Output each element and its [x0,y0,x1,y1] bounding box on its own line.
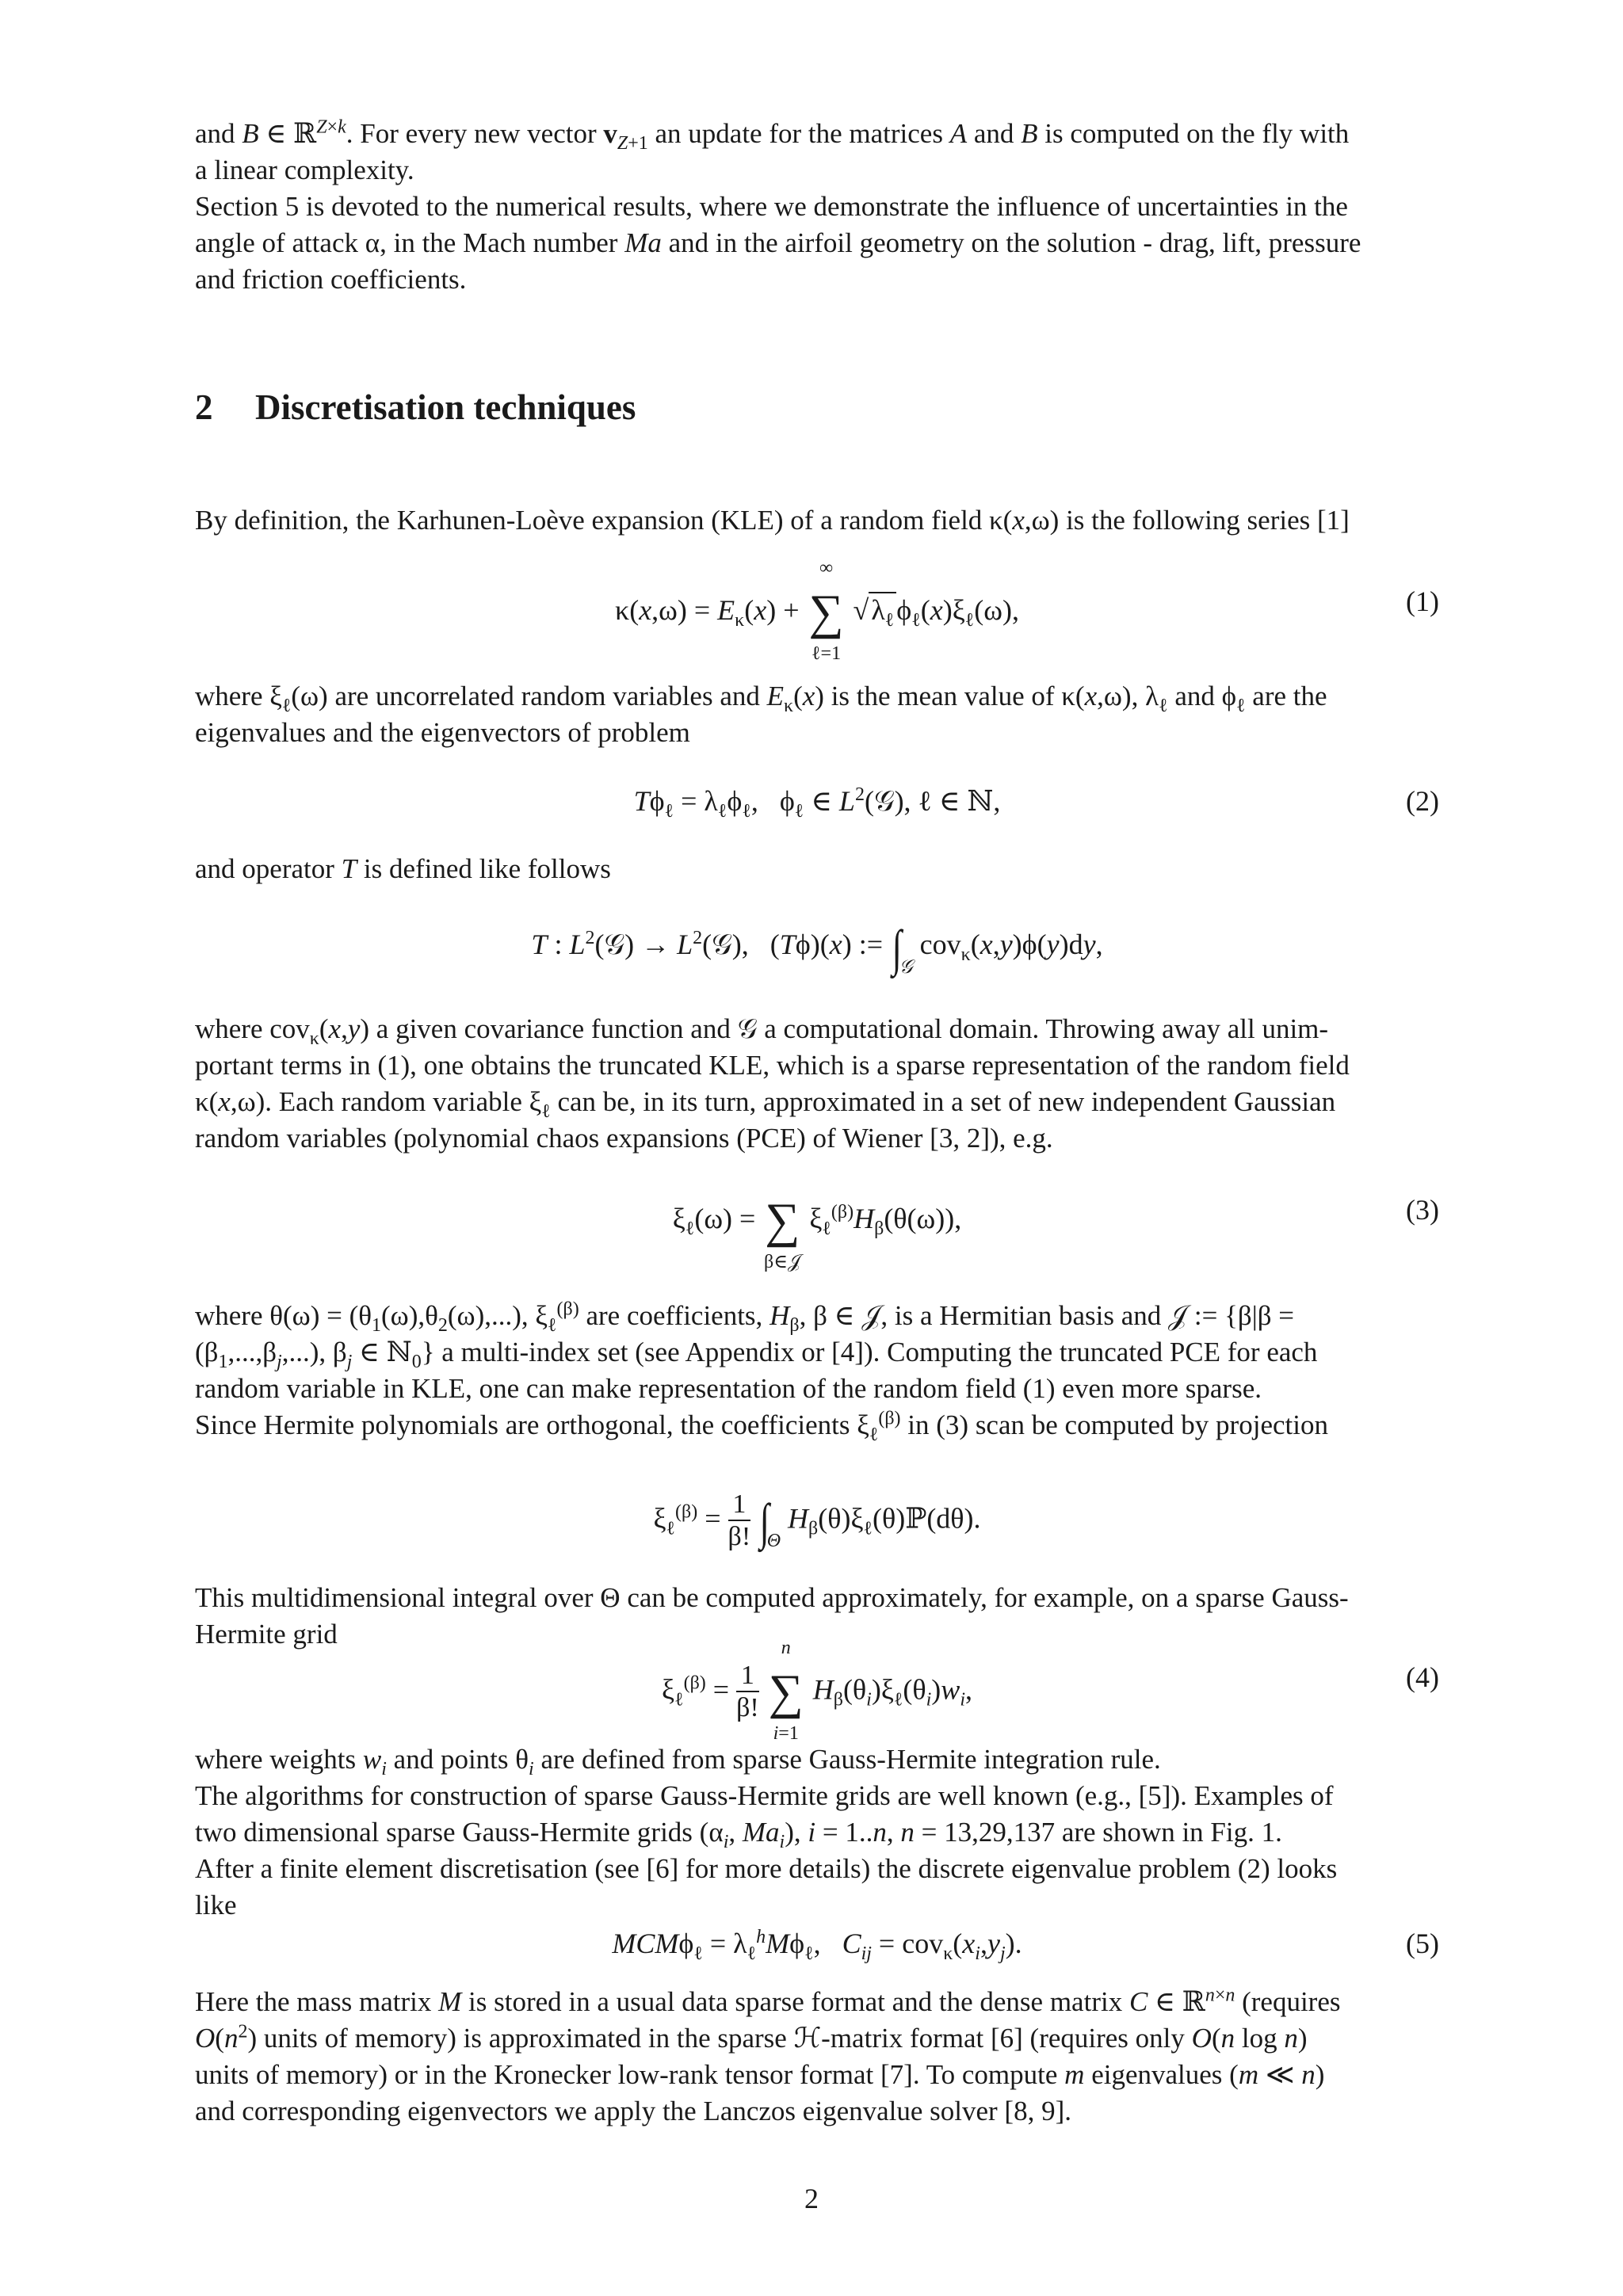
equation-1-tag: (1) [1406,585,1439,617]
section5-line-3: and friction coefficients. [195,264,467,295]
kle-definition: By definition, the Karhunen-Loève expansion (KLE) of a random field κ(x,ω) is the following series [1] [195,505,1350,536]
intro-line-2: a linear complexity. [195,154,414,185]
section-title: Discretisation techniques [255,387,636,427]
equation-2: $T\phi_\ell = \lambda_\ell\phi_\ell$, $\phi_\ell$ ∈ $L^2(𝒢)$, ℓ ∈ ℕ, (2) [633,784,1439,822]
intro-paragraph [195,116,1439,189]
integral-paragraph: This multidimensional integral over Θ can be computed approximately, for example, on a sparse Gauss- Hermite grid [195,1582,1349,1650]
section-number: 2 [195,387,213,427]
section5-line-2: angle of attack α, in the Mach number Ma and in the airfoil geometry on the solution - drag, lift, pressure [195,227,1361,258]
equation-2-tag: (2) [1406,785,1439,817]
equation-3-tag: (3) [1406,1194,1439,1226]
covariance-paragraph: where cov$_\kappa$(x,y) a given covariance function and 𝒢 a computational domain. Throwing away all unim- portant terms in (1), one obtains the truncated KLE, which is a sparse representation of the random field κ(x,ω). Each random variable $\xi_\ell$ can be, in its turn, approximated in a set of new independent Gaussian random variables (polynomial chaos expansions (PCE) of Wiener [3, 2]), e.g. [195,1013,1350,1154]
projection-equation: $\xi_\ell^{(\beta)}$ = $\frac{1}{\beta!}$ $\int_\Theta$ $H_\beta(\theta)\xi_\ell(\theta)ℙ(d\theta)$. [653,1489,981,1552]
equation-5: $MCM\phi_\ell = \lambda_\ell^hM\phi_\ell$, $C_{ij} = cov_\kappa(x_i,y_j)$. (5) [612,1927,1439,1965]
equation-4-tag: (4) [1406,1661,1439,1693]
equation-1 [195,558,1439,664]
page-number: 2 [804,2183,819,2214]
equation-1-body: $\kappa(x,\omega) = E_\kappa(x)$ + ∞ ∑ ℓ=1 $√\lambda_\ell\phi_\ell(x)\xi_\ell(\omega)$, [615,558,1019,664]
mass-matrix-paragraph: Here the mass matrix M is stored in a usual data sparse format and the dense matrix C ∈ ℝ$^{n\times n}$ (requires $O(n^2)$ units of memory) is approximated in the sparse ℋ-matrix format [6] (requires only O(n log n) units of memory) or in the Kronecker low-rank tensor format [7]. To compute m eigenvalues (m ≪ n) and corresponding eigenvectors we apply the Lanczos eigenvalue solver [8, 9]. [195,1985,1341,2126]
after-eq1-paragraph: where $\xi_\ell(\omega)$ are uncorrelated random variables and $E_\kappa(x)$ is the mean value of κ(x,ω), $\lambda_\ell$ and $\phi_\ell$ are the eigenvalues and the eigenvectors of problem [195,681,1327,748]
equation-3: $\xi_\ell(\omega)$ = ∑ β∈𝒥 $\xi_\ell^{(\beta)}H_\beta(\theta(\omega))$, (3) [672,1194,1439,1272]
section5-line-1: Section 5 is devoted to the numerical results, where we demonstrate the influence of uncertainties in the [195,191,1348,222]
operator-equation: T : $L^2(𝒢)$ → $L^2(𝒢)$, (Tϕ)(x) := $\int_𝒢$ cov$_\kappa$(x,y)ϕ(y)dy, [531,920,1103,978]
section-heading [195,387,636,428]
operator-paragraph: and operator T is defined like follows [195,853,611,884]
equation-4: $\xi_\ell^{(\beta)}$ = $\frac{1}{\beta!}$ n ∑ i=1 $H_\beta(\theta_i)\xi_\ell(\theta_i)w_i$, (4) [662,1637,1439,1744]
weights-paragraph: where weights $w_i$ and points $\theta_i$ are defined from sparse Gauss-Hermite integration rule. The algorithms for construction of sparse Gauss-Hermite grids are well known (e.g., [5]). Examples of two dimensional sparse Gauss-Hermite grids ($\alpha_i$, $Ma_i$), i = 1..n, n = 13,29,137 are shown in Fig. 1. After a finite element discretisation (see [6] for more details) the discrete eigenvalue problem (2) looks like [195,1744,1338,1920]
section5-paragraph [195,189,1439,298]
intro-line-1: and B ∈ ℝ$^{Z\times k}$. For every new vector $v_{Z+1}$ an update for the matrices A and B is computed on the fly with [195,116,1350,154]
theta-paragraph: where $\theta(\omega) = (\theta_1(\omega),\theta_2(\omega),...)$, $\xi_\ell^{(\beta)}$ are coefficients, $H_\beta$, β ∈ 𝒥, is a Hermitian basis and 𝒥 := {β|β = $(\beta_1,...,\beta_j,...)$, $\beta_j$ ∈ ℕ$_0$} a multi-index set (see Appendix or [4]). Computing the truncated PCE for each random variable in KLE, one can make representation of the random field (1) even more sparse. Since Hermite polynomials are orthogonal, the coefficients $\xi_\ell^{(\beta)}$ in (3) scan be computed by projection [195,1299,1328,1445]
equation-5-tag: (5) [1406,1928,1439,1959]
